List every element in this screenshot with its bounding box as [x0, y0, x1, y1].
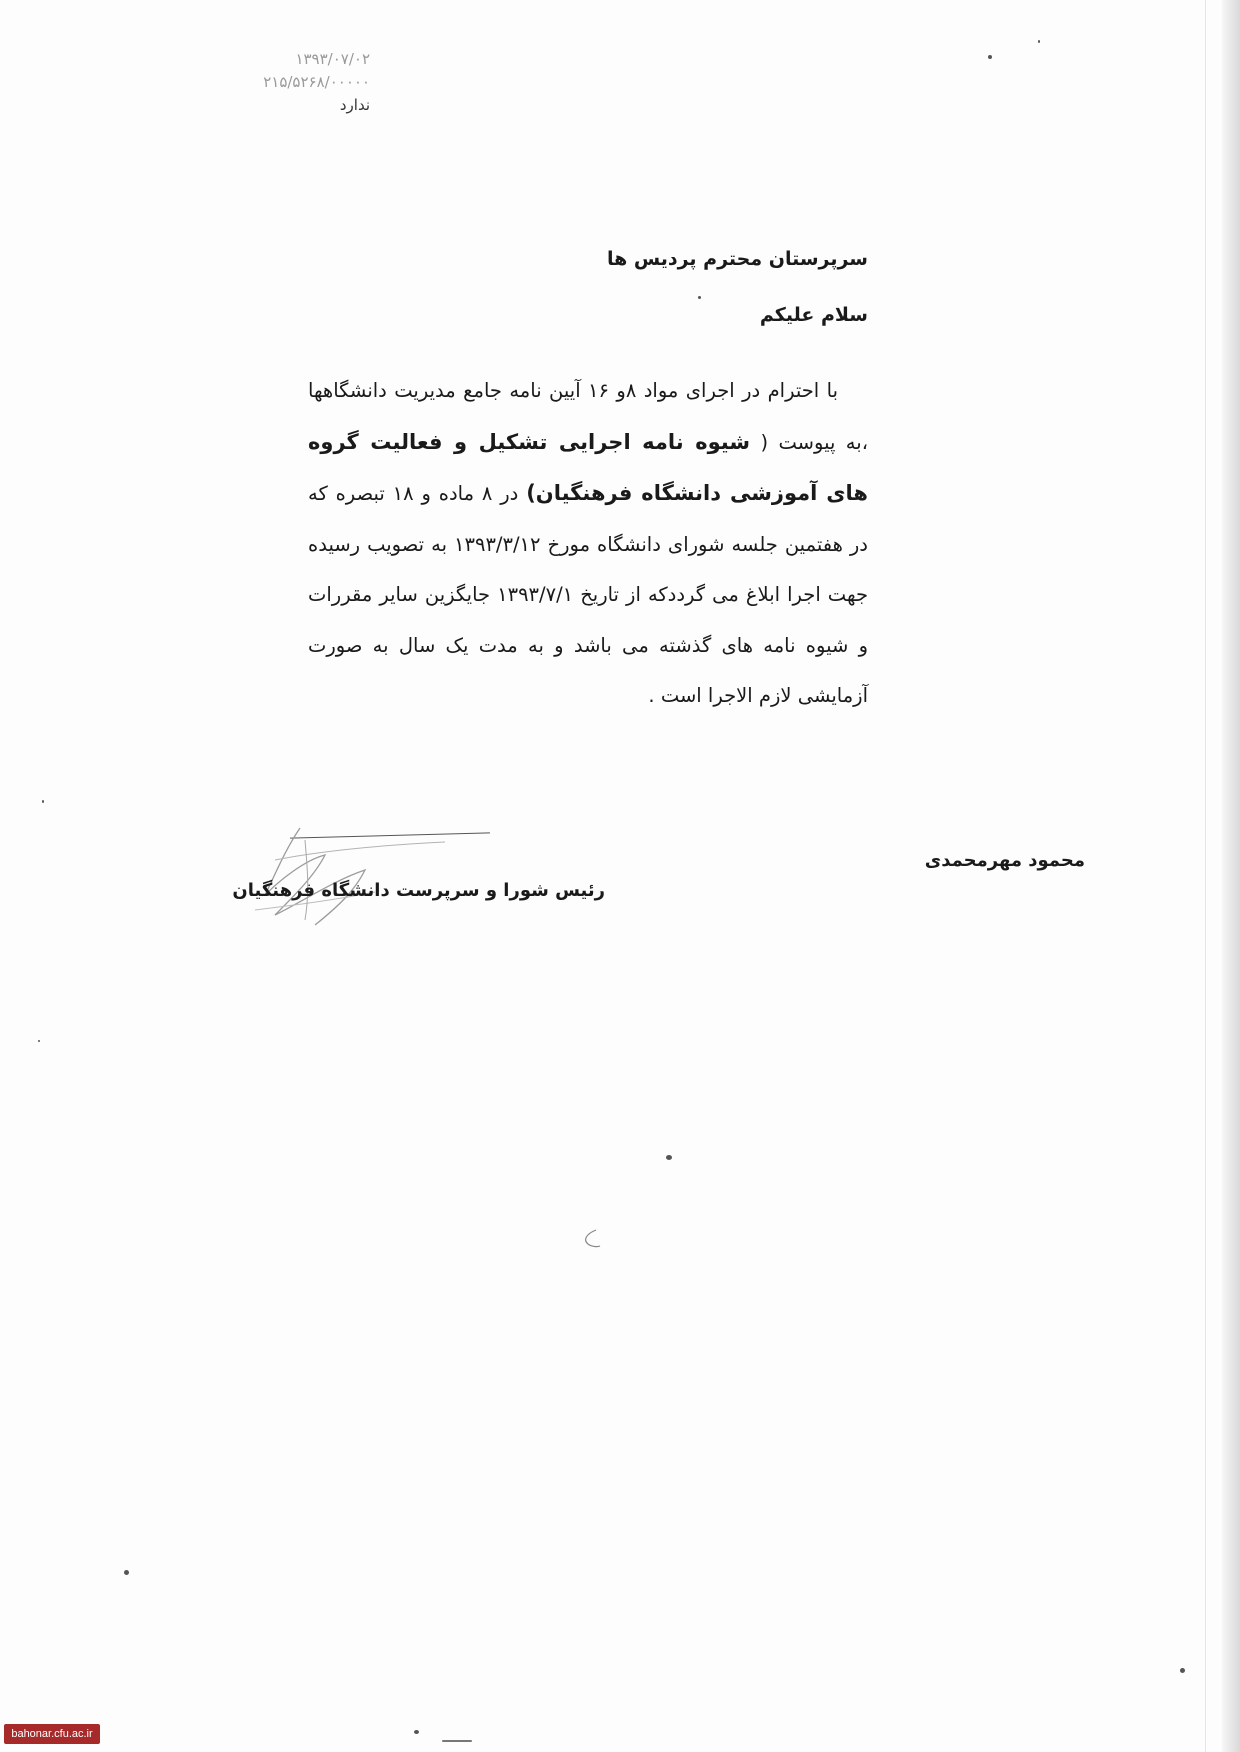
scan-speck — [414, 1730, 419, 1734]
scan-edge-line — [1205, 0, 1206, 1752]
letter-date: ۱۳۹۳/۰۷/۰۲ — [295, 50, 370, 68]
scan-speck — [666, 1155, 672, 1160]
letter-body-part-2: در ۸ ماده و ۱۸ تبصره که در هفتمین جلسه شورای دانشگاه مورخ ۱۳۹۳/۳/۱۲ به تصویب رسیده جهت اجرا ابلاغ می گرددکه از تاریخ ۱۳۹۳/۷/۱ جایگزین سایر مقررات و شیوه نامه های گذشته می باشد و به مدت یک سال به صورت آزمایشی لازم الاجرا است . — [308, 482, 868, 707]
footer-site-badge: bahonar.cfu.ac.ir — [4, 1724, 100, 1744]
scan-mark-icon — [578, 1228, 602, 1250]
scan-speck — [1038, 40, 1040, 43]
greeting: سلام علیکم — [759, 304, 868, 326]
addressee: سرپرستان محترم پردیس ها — [606, 248, 868, 270]
letter-body-bold-title: شیوه نامه اجرایی تشکیل و فعالیت گروه های آموزشی دانشگاه فرهنگیان) — [308, 429, 868, 505]
scan-speck — [38, 1040, 40, 1042]
scan-speck — [988, 55, 992, 59]
scan-speck — [442, 1740, 472, 1742]
letter-number: ۲۱۵/۵۲۶۸/۰۰۰۰۰ — [263, 73, 370, 91]
letter-attachment: ندارد — [339, 96, 370, 114]
scan-edge-shadow — [1222, 0, 1240, 1752]
letter-body — [308, 366, 868, 722]
scan-speck — [698, 296, 701, 299]
signatory-title: رئیس شورا و سرپرست دانشگاه فرهنگیان — [232, 880, 605, 901]
letter-body-part-1: با احترام در اجرای مواد ۸و ۱۶ آیین نامه جامع مدیریت دانشگاهها ،به پیوست ( — [308, 379, 868, 454]
scan-speck — [1180, 1668, 1185, 1673]
scan-speck — [124, 1570, 129, 1575]
reference-block — [263, 48, 370, 117]
signatory-name: محمود مهرمحمدی — [924, 850, 1085, 871]
scan-speck — [42, 800, 44, 803]
